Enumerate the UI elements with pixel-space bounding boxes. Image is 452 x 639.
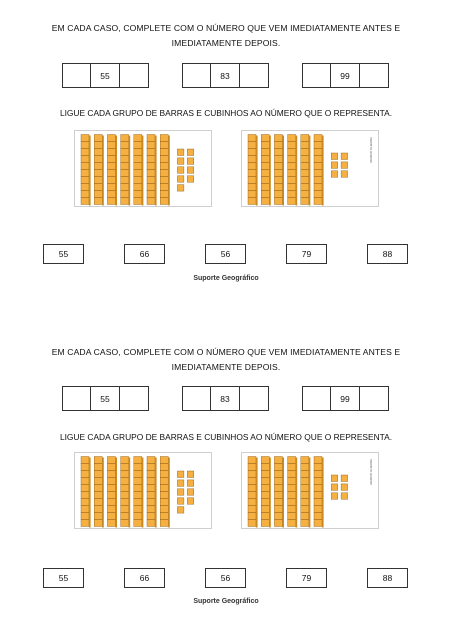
ten-rod	[160, 457, 170, 528]
given-number: 99	[331, 386, 360, 411]
given-number: 99	[331, 63, 360, 88]
ten-rod	[261, 135, 271, 206]
unit-cube	[177, 167, 184, 174]
unit-cube	[177, 176, 184, 183]
instruction-line-2: IMEDIATAMENTE DEPOIS.	[171, 38, 281, 48]
before-field[interactable]	[302, 63, 331, 88]
ten-rod	[107, 457, 117, 528]
worksheet-section-1	[0, 0, 452, 300]
option-box[interactable]: 56	[205, 244, 246, 264]
unit-cube	[341, 171, 348, 178]
option-box[interactable]: 56	[205, 568, 246, 588]
unit-cube	[187, 480, 194, 487]
sequence-3	[302, 63, 389, 88]
unit-cube	[177, 507, 184, 513]
base-ten-blocks-drawing	[242, 453, 380, 530]
before-field[interactable]	[182, 63, 211, 88]
instruction-match: LIGUE CADA GRUPO DE BARRAS E CUBINHOS AO NÚMERO QUE O REPRESENTA.	[59, 432, 393, 442]
base-ten-blocks-image-1	[74, 130, 212, 207]
instruction-line-1: EM CADA CASO, COMPLETE COM O NÚMERO QUE VEM IMEDIATAMENTE ANTES E	[51, 347, 401, 357]
base-ten-blocks-drawing	[242, 131, 380, 208]
sequence-3	[302, 386, 389, 411]
ten-rod	[288, 457, 298, 528]
image-credit: MARCIO GUERRA	[369, 459, 373, 485]
before-field[interactable]	[182, 386, 211, 411]
before-field[interactable]	[62, 386, 91, 411]
instruction-complete	[30, 21, 422, 51]
worksheet-section-2	[0, 325, 452, 639]
unit-cube	[341, 153, 348, 160]
after-field[interactable]	[240, 63, 269, 88]
sequence-1	[62, 63, 149, 88]
ten-rod	[288, 135, 298, 206]
unit-cube	[331, 153, 338, 160]
unit-cube	[187, 149, 194, 156]
ten-rod	[94, 457, 104, 528]
unit-cube	[177, 480, 184, 487]
given-number: 55	[91, 386, 120, 411]
ten-rod	[314, 457, 324, 528]
option-box[interactable]: 55	[43, 568, 84, 588]
given-number: 83	[211, 63, 240, 88]
sequence-2	[182, 386, 269, 411]
after-field[interactable]	[360, 63, 389, 88]
base-ten-blocks-drawing	[75, 453, 213, 530]
unit-cube	[331, 162, 338, 169]
option-box[interactable]: 79	[286, 568, 327, 588]
instruction-line-2: IMEDIATAMENTE DEPOIS.	[171, 362, 281, 372]
after-field[interactable]	[360, 386, 389, 411]
unit-cube	[341, 475, 348, 482]
unit-cube	[187, 489, 194, 496]
after-field[interactable]	[240, 386, 269, 411]
unit-cube	[177, 158, 184, 165]
footer-credit: Suporte Geográfico	[193, 275, 259, 282]
ten-rod	[81, 457, 91, 528]
ten-rod	[147, 135, 157, 206]
base-ten-blocks-image-2	[241, 452, 379, 529]
unit-cube	[187, 471, 194, 478]
unit-cube	[331, 475, 338, 482]
footer-credit: Suporte Geográfico	[193, 598, 259, 605]
sequence-1	[62, 386, 149, 411]
ten-rod	[94, 135, 104, 206]
before-field[interactable]	[62, 63, 91, 88]
instruction-match: LIGUE CADA GRUPO DE BARRAS E CUBINHOS AO NÚMERO QUE O REPRESENTA.	[59, 108, 393, 118]
base-ten-blocks-image-2	[241, 130, 379, 207]
unit-cube	[177, 498, 184, 505]
given-number: 55	[91, 63, 120, 88]
unit-cube	[177, 471, 184, 478]
unit-cube	[331, 493, 338, 500]
unit-cube	[177, 489, 184, 496]
option-box[interactable]: 55	[43, 244, 84, 264]
ten-rod	[81, 135, 91, 206]
image-credit: MARCIO GUERRA	[369, 137, 373, 163]
unit-cube	[187, 176, 194, 183]
ten-rod	[121, 457, 131, 528]
ten-rod	[160, 135, 170, 206]
unit-cube	[177, 185, 184, 192]
ten-rod	[274, 457, 284, 528]
ten-rod	[314, 135, 324, 206]
unit-cube	[187, 498, 194, 505]
ten-rod	[248, 135, 258, 206]
option-box[interactable]: 88	[367, 568, 408, 588]
instruction-complete	[30, 345, 422, 375]
ten-rod	[147, 457, 157, 528]
ten-rod	[301, 457, 311, 528]
given-number: 83	[211, 386, 240, 411]
ten-rod	[248, 457, 258, 528]
unit-cube	[187, 167, 194, 174]
unit-cube	[341, 493, 348, 500]
ten-rod	[261, 457, 271, 528]
unit-cube	[341, 484, 348, 491]
ten-rod	[134, 457, 144, 528]
unit-cube	[177, 149, 184, 156]
ten-rod	[121, 135, 131, 206]
instruction-line-1: EM CADA CASO, COMPLETE COM O NÚMERO QUE VEM IMEDIATAMENTE ANTES E	[51, 23, 401, 33]
after-field[interactable]	[120, 63, 149, 88]
unit-cube	[341, 162, 348, 169]
after-field[interactable]	[120, 386, 149, 411]
ten-rod	[274, 135, 284, 206]
ten-rod	[134, 135, 144, 206]
option-box[interactable]: 79	[286, 244, 327, 264]
unit-cube	[331, 171, 338, 178]
unit-cube	[331, 484, 338, 491]
before-field[interactable]	[302, 386, 331, 411]
base-ten-blocks-image-1	[74, 452, 212, 529]
option-box[interactable]: 66	[124, 244, 165, 264]
sequence-2	[182, 63, 269, 88]
ten-rod	[107, 135, 117, 206]
base-ten-blocks-drawing	[75, 131, 213, 208]
option-box[interactable]: 88	[367, 244, 408, 264]
unit-cube	[187, 158, 194, 165]
option-box[interactable]: 66	[124, 568, 165, 588]
ten-rod	[301, 135, 311, 206]
